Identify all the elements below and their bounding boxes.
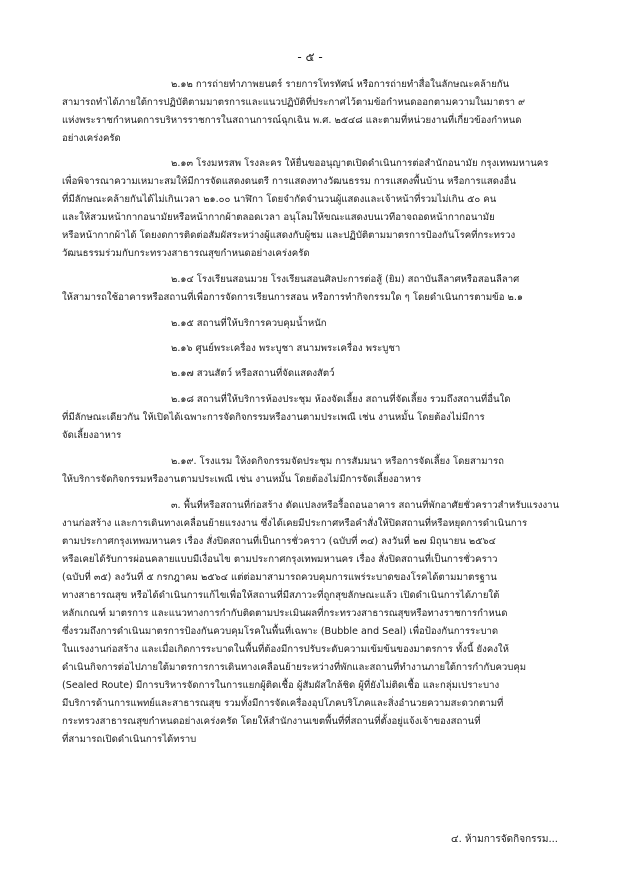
text-line: ในแรงงานก่อสร้าง และเมื่อเกิดการระบาดในพื้นที่ต้องมีการปรับระดับความเข้มข้นของมาตรการ ทั้งนี้ ยังคงให้ xyxy=(62,644,509,655)
text-line: หลักเกณฑ์ มาตรการ และแนวทางการกำกับติดตามประเมินผลที่กระทรวงสาธารณสุขหรือทางราชการกำหนด xyxy=(62,608,508,619)
text-line: ให้สามารถใช้อาคารหรือสถานที่เพื่อการจัดการเรียนการสอน หรือการทำกิจกรรมใด ๆ โดยดำเนินการตามข้อ ๒.๑ xyxy=(62,292,523,303)
text-line: วัฒนธรรมร่วมกับกระทรวงสาธารณสุขกำหนดอย่างเคร่งครัด xyxy=(62,248,310,259)
text-line: ตามประกาศกรุงเทพมหานคร เรื่อง สั่งปิดสถานที่เป็นการชั่วคราว (ฉบับที่ ๓๔) ลงวันที่ ๒๗ มิถุนายน ๒๕๖๔ xyxy=(62,536,496,547)
text-line: ๒.๑๘ สถานที่ให้บริการห้องประชุม ห้องจัดเลี้ยง สถานที่จัดเลี้ยง รวมถึงสถานที่อื่นใด xyxy=(171,394,511,405)
text-line: หรือหน้ากากผ้าได้ โดยงดการติดต่อสัมผัสระหว่างผู้แสดงกับผู้ชม และปฏิบัติตามมาตรการป้องกันโรคที่กระทรวง xyxy=(62,230,516,241)
text-line: มีบริการด้านการแพทย์และสาธารณสุข รวมทั้งมีการจัดเครื่องอุปโภคบริโภคและสิ่งอำนวยความสะดวกตามที่ xyxy=(62,698,504,709)
continuation-footer: ๔. ห้ามการจัดกิจกรรม... xyxy=(451,834,558,845)
text-line: เพื่อพิจารณาความเหมาะสมให้มีการจัดแสดงดนตรี การแสดงทางวัฒนธรรม การแสดงพื้นบ้าน หรือการแสดงอื่น xyxy=(62,176,516,187)
text-line: อย่างเคร่งครัด xyxy=(62,133,121,144)
text-line: แห่งพระราชกำหนดการบริหารราชการในสถานการณ์ฉุกเฉิน พ.ศ. ๒๕๔๘ และตามที่หน่วยงานที่เกี่ยวข้องกำหนด xyxy=(62,115,522,126)
text-line: ๓. พื้นที่หรือสถานที่ก่อสร้าง ดัดแปลงหรือรื้อถอนอาคาร สถานที่พักอาศัยชั่วคราวสำหรับแรงงาน xyxy=(171,500,560,511)
text-line: กระทรวงสาธารณสุขกำหนดอย่างเคร่งครัด โดยให้สำนักงานเขตพื้นที่ที่สถานที่ตั้งอยู่แจ้งเจ้าของสถานที่ xyxy=(62,716,481,727)
text-line: (Sealed Route) มีการบริหารจัดการในการแยกผู้ติดเชื้อ ผู้สัมผัสใกล้ชิด ผู้ที่ยังไม่ติดเชื้อ และกลุ่มเปราะบาง xyxy=(62,680,500,691)
text-line: ๒.๑๙. โรงแรม ให้งดกิจกรรมจัดประชุม การสัมมนา หรือการจัดเลี้ยง โดยสามารถ xyxy=(171,456,504,467)
text-line: และให้สวมหน้ากากอนามัยหรือหน้ากากผ้าตลอดเวลา อนุโลมให้ขณะแสดงบนเวทีอาจถอดหน้ากากอนามัย xyxy=(62,212,495,223)
text-line: (ฉบับที่ ๓๕) ลงวันที่ ๕ กรกฎาคม ๒๕๖๔ แต่ต่อมาสามารถควบคุมการแพร่ระบาดของโรคได้ตามมาตรฐาน xyxy=(62,572,497,583)
text-line: หรือเคยได้รับการผ่อนคลายแบบมีเงื่อนไข ตามประกาศกรุงเทพมหานคร เรื่อง สั่งปิดสถานที่เป็นการชั่วคราว xyxy=(62,554,498,565)
text-line: ที่สามารถเปิดดำเนินการได้ทราบ xyxy=(62,734,197,745)
text-line: ที่มีลักษณะคล้ายกันได้ไม่เกินเวลา ๒๑.๐๐ นาฬิกา โดยจำกัดจำนวนผู้แสดงและเจ้าหน้าที่รวมไม่เกิน ๕๐ คน xyxy=(62,194,497,205)
text-line: สามารถทำได้ภายใต้การปฏิบัติตามมาตรการและแนวปฏิบัติที่ประกาศไว้ตามข้อกำหนดออกตามความในมาตรา ๙ xyxy=(62,97,526,108)
text-line: งานก่อสร้าง และการเดินทางเคลื่อนย้ายแรงงาน ซึ่งได้เคยมีประกาศหรือคำสั่งให้ปิดสถานที่หรือหยุดการดำเนินการ xyxy=(62,518,528,529)
text-line: ๒.๑๓ โรงมหรสพ โรงละคร ให้ยื่นขออนุญาตเปิดดำเนินการต่อสำนักอนามัย กรุงเทพมหานคร xyxy=(171,158,549,169)
text-line: ที่มีลักษณะเดียวกัน ให้เปิดได้เฉพาะการจัดกิจกรรมหรืองานตามประเพณี เช่น งานหมั้น โดยต้องไม่มีการ xyxy=(62,412,485,423)
text-line: ๒.๑๕ สถานที่ให้บริการควบคุมน้ำหนัก xyxy=(171,318,327,329)
text-line: ซึ่งรวมถึงการดำเนินมาตรการป้องกันควบคุมโรคในพื้นที่เฉพาะ (Bubble and Seal) เพื่อป้องกันการระบาด xyxy=(62,626,499,637)
text-line: ๒.๑๔ โรงเรียนสอนมวย โรงเรียนสอนศิลปะการต่อสู้ (ยิม) สถาบันลีลาศหรือสอนลีลาศ xyxy=(171,274,520,285)
text-line: ให้บริการจัดกิจกรรมหรืองานตามประเพณี เช่น งานหมั้น โดยต้องไม่มีการจัดเลี้ยงอาหาร xyxy=(62,474,422,485)
text-line: ทางสาธารณสุข หรือได้ดำเนินการแก้ไขเพื่อให้สถานที่มีสภาวะที่ถูกสุขลักษณะแล้ว เปิดดำเนินการได้ภายใต้ xyxy=(62,590,500,601)
text-line: ดำเนินกิจการต่อไปภายใต้มาตรการการเดินทางเคลื่อนย้ายระหว่างที่พักและสถานที่ทำงานภายใต้การกำกับควบคุม xyxy=(62,662,527,673)
text-line: ๒.๑๒ การถ่ายทำภาพยนตร์ รายการโทรทัศน์ หรือการถ่ายทำสื่อในลักษณะคล้ายกัน xyxy=(171,79,510,90)
text-line: จัดเลี้ยงอาหาร xyxy=(62,430,122,441)
page-number: - ๕ - xyxy=(297,50,323,64)
text-line: ๒.๑๖ ศูนย์พระเครื่อง พระบูชา สนามพระเครื่อง พระบูชา xyxy=(171,343,401,354)
text-line: ๒.๑๗ สวนสัตว์ หรือสถานที่จัดแสดงสัตว์ xyxy=(171,368,335,379)
